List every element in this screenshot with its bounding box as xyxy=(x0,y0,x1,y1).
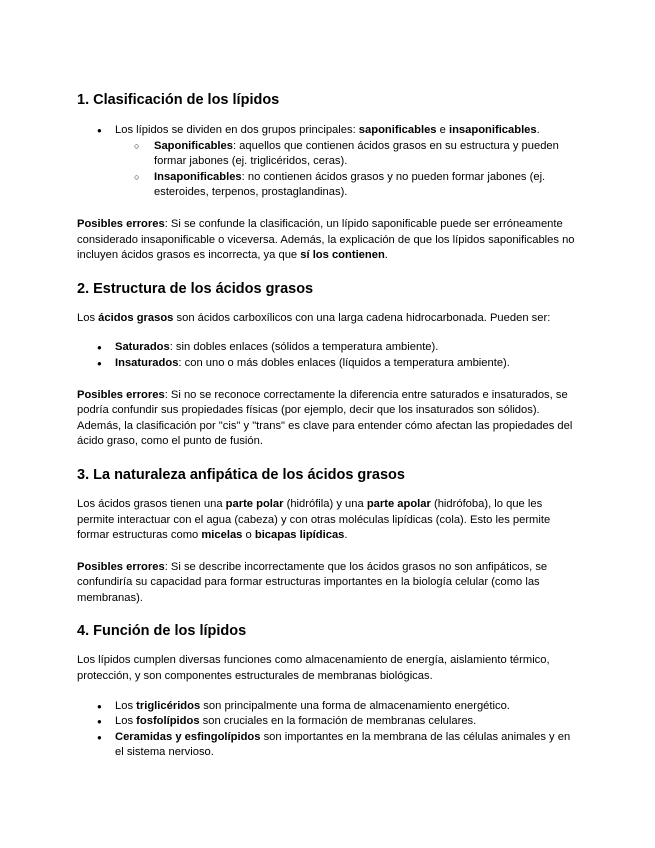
sub-list-item xyxy=(77,139,580,170)
bold-text: bicapas lipídicas xyxy=(254,529,345,542)
bold-text: Ceramidas y esfingolípidos xyxy=(115,730,261,743)
bold-text: sí los contienen xyxy=(300,249,385,262)
bold-text: Saponificables xyxy=(154,139,233,152)
bold-text: parte apolar xyxy=(366,497,431,510)
bold-text: micelas xyxy=(201,529,243,542)
bold-text: ácidos grasos xyxy=(98,311,174,324)
text: . xyxy=(384,249,388,262)
bold-text: Saturados xyxy=(115,341,170,354)
section-4-title: 4. Función de los lípidos xyxy=(77,623,247,640)
text: son cruciales en la formación de membranas celulares. xyxy=(199,715,477,728)
text: : Si se confunde la clasificación, un lípido saponificable puede ser erróneamente considerado insaponificable o viceversa. Además, la explicación de que los lípidos saponificables no incluyen ácidos grasos es incorrecta, ya que xyxy=(77,217,575,262)
section-1-list xyxy=(77,123,580,201)
text: : no contienen ácidos grasos y no pueden formar jabones (ej. esteroides, terpenos, prostaglandinas). xyxy=(154,170,546,199)
bold-text: insaponificables xyxy=(448,124,537,136)
section-4-intro: Los lípidos cumplen diversas funciones como almacenamiento de energía, aislamiento térmico, protección, y son componentes estructurales de membranas biológicas. xyxy=(77,654,550,683)
text: (hidrófila) y una xyxy=(283,497,367,510)
section-4-list xyxy=(77,699,580,761)
sub-list-item xyxy=(77,170,580,201)
section-1-title: 1. Clasificación de los lípidos xyxy=(77,92,280,108)
bold-text: Posibles errores xyxy=(77,217,165,230)
text: . xyxy=(536,124,540,136)
document-page xyxy=(77,90,580,761)
text: . xyxy=(344,529,348,542)
sub-list xyxy=(77,139,580,201)
text: : Si no se reconoce correctamente la diferencia entre saturados e insaturados, se podría confundir sus propiedades físicas (por ejemplo, decir que los insaturados son sólidos). Además, la clasificación por "cis" y "trans" es clave para entender cómo afectan las propiedades del ácido graso, como el punto de fusión. xyxy=(77,388,573,448)
text: Los xyxy=(115,715,137,728)
text: : sin dobles enlaces (sólidos a temperatura ambiente). xyxy=(169,341,439,354)
section-1-errors xyxy=(77,217,580,264)
bold-text: fosfolípidos xyxy=(136,715,200,728)
text: son importantes en la membrana de las células animales y en el sistema nervioso. xyxy=(115,730,571,759)
section-3-paragraph xyxy=(77,497,580,544)
text: e xyxy=(436,124,449,136)
text: son ácidos carboxílicos con una larga cadena hidrocarbonada. Pueden ser: xyxy=(173,311,551,324)
text: son principalmente una forma de almacenamiento energético. xyxy=(200,699,510,712)
bold-text: Insaponificables xyxy=(154,170,242,183)
section-3-errors xyxy=(77,560,580,607)
section-2-intro xyxy=(77,311,580,327)
section-2-title: 2. Estructura de los ácidos grasos xyxy=(77,280,314,297)
text: Los xyxy=(115,699,137,712)
bold-text: Posibles errores xyxy=(77,388,165,401)
text: Los xyxy=(77,311,99,324)
list-item xyxy=(77,714,580,730)
text: (hidrófoba), lo que les permite interactuar con el agua (cabeza) y con otras moléculas lipídicas (cola). Esto les permite formar estructuras como xyxy=(77,497,551,542)
list-item xyxy=(77,123,580,201)
text: o xyxy=(242,529,255,542)
bold-text: parte polar xyxy=(225,497,284,510)
text: : aquellos que contienen ácidos grasos en su estructura y pueden formar jabones (ej. triglicéridos, ceras). xyxy=(154,139,559,168)
bold-text: triglicéridos xyxy=(136,699,201,712)
text: : con uno o más dobles enlaces (líquidos a temperatura ambiente). xyxy=(178,356,510,369)
text: Los lípidos se dividen en dos grupos principales: xyxy=(115,124,359,136)
bold-text: Posibles errores xyxy=(77,560,165,573)
text: Los ácidos grasos tienen una xyxy=(77,497,226,510)
section-3-title: 3. La naturaleza anfipática de los ácidos grasos xyxy=(77,466,405,483)
list-item xyxy=(77,730,580,761)
section-2-errors xyxy=(77,388,580,450)
section-2-list xyxy=(77,340,580,371)
list-item xyxy=(77,699,580,715)
bold-text: saponificables xyxy=(358,124,437,136)
text: : Si se describe incorrectamente que los ácidos grasos no son anfipáticos, se confundiría su capacidad para formar estructuras importantes en la biología celular (como las membranas). xyxy=(77,560,548,604)
list-item xyxy=(77,340,580,356)
list-item xyxy=(77,356,580,372)
bold-text: Insaturados xyxy=(115,356,179,369)
